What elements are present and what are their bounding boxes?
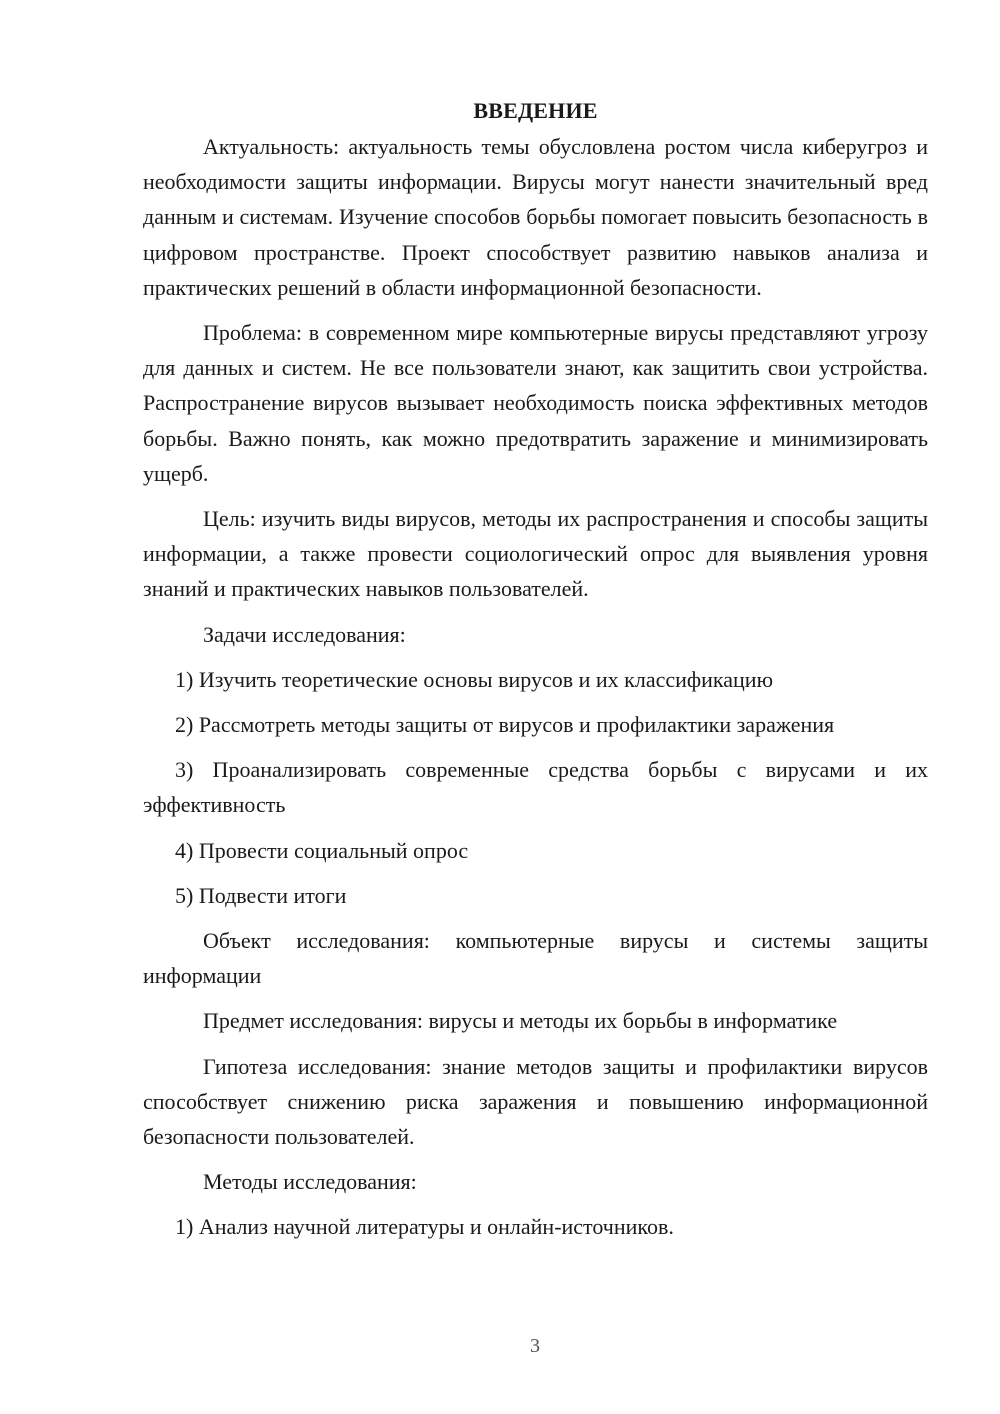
methods-title: Методы исследования:	[203, 1169, 417, 1195]
document-page	[143, 95, 928, 1255]
relevance-paragraph: Актуальность: актуальность темы обусловлена ростом числа киберугроз и необходимости защиты информации. Вирусы могут нанести значительный вред данным и системам. Изучение способов борьбы помогает повысить безопасность в цифровом пространстве. Проект способствует развитию навыков анализа и практических решений в области информационной безопасности.	[143, 134, 928, 300]
problem-paragraph: Проблема: в современном мире компьютерные вирусы представляют угрозу для данных и систем. Не все пользователи знают, как защитить свои устройства. Распространение вирусов вызывает необходимость поиска эффективных методов борьбы. Важно понять, как можно предотвратить заражение и минимизировать ущерб.	[143, 320, 928, 486]
method-item-1: 1) Анализ научной литературы и онлайн-источников.	[175, 1214, 674, 1240]
page-number: 3	[530, 1335, 540, 1357]
subject-paragraph: Предмет исследования: вирусы и методы их борьбы в информатике	[203, 1008, 838, 1034]
task-item-1: 1) Изучить теоретические основы вирусов и их классификацию	[175, 666, 774, 692]
goal-paragraph: Цель: изучить виды вирусов, методы их распространения и способы защиты информации, а также провести социологический опрос для выявления уровня знаний и практических навыков пользователей.	[143, 506, 928, 602]
task-item-4: 4) Провести социальный опрос	[175, 837, 469, 863]
object-paragraph: Объект исследования: компьютерные вирусы и системы защиты информации	[143, 928, 928, 989]
task-item-3: 3) Проанализировать современные средства борьбы с вирусами и их эффективность	[143, 757, 928, 818]
tasks-title: Задачи исследования:	[203, 621, 406, 647]
hypothesis-paragraph: Гипотеза исследования: знание методов защиты и профилактики вирусов способствует снижению риска заражения и повышению информационной безопасности пользователей.	[143, 1053, 928, 1150]
section-heading: ВВЕДЕНИЕ	[473, 98, 598, 123]
task-item-5: 5) Подвести итоги	[175, 882, 347, 908]
task-item-2: 2) Рассмотреть методы защиты от вирусов и профилактики заражения	[175, 712, 835, 738]
